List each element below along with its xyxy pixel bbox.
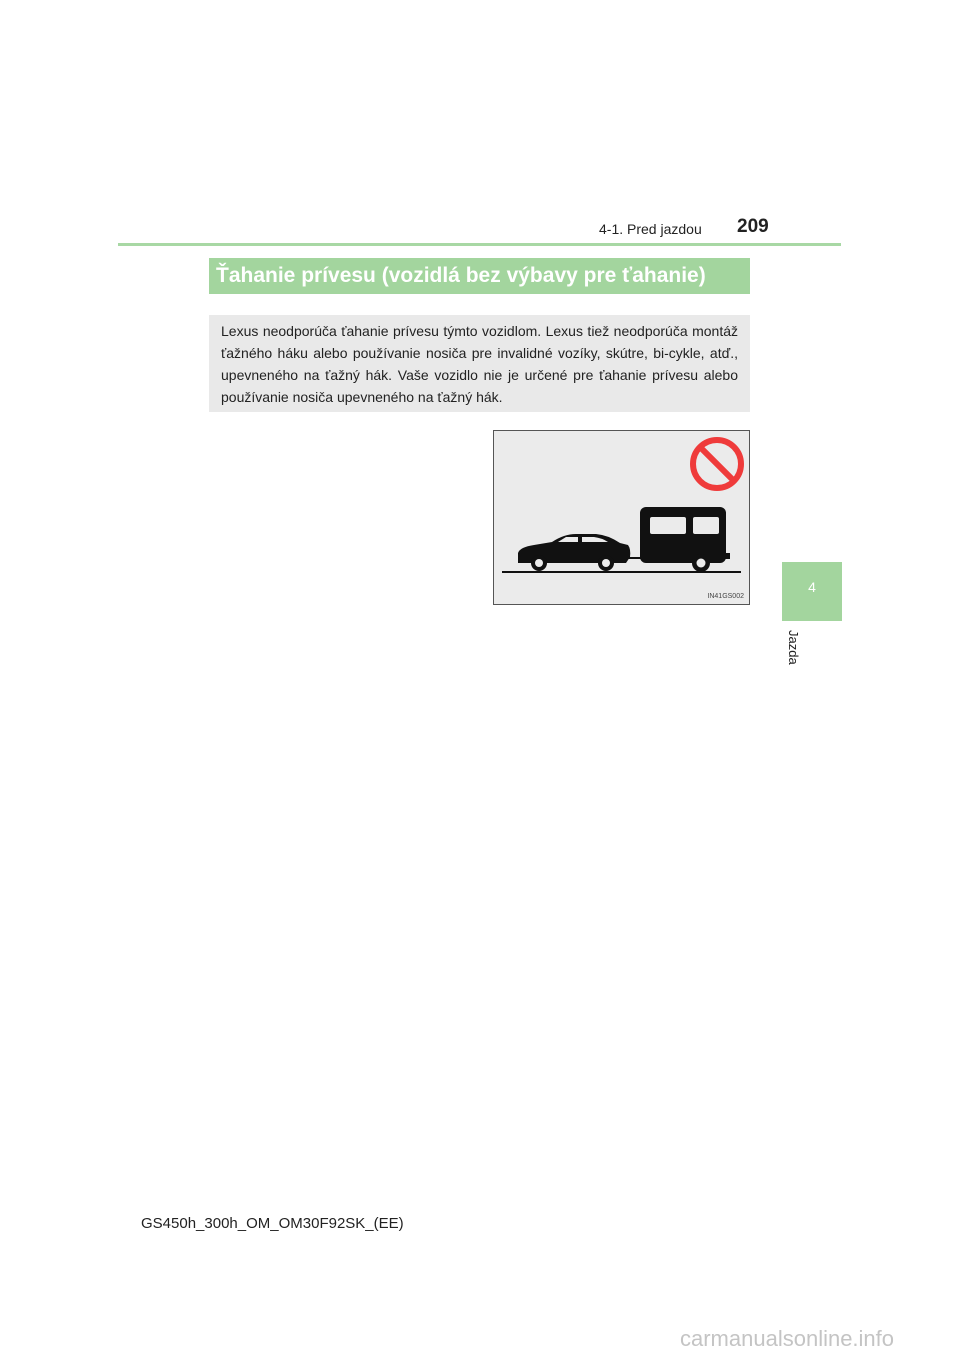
document-footer: GS450h_300h_OM_OM30F92SK_(EE) xyxy=(141,1215,404,1232)
chapter-tab[interactable] xyxy=(782,562,842,621)
no-entry-icon xyxy=(693,440,741,488)
trailer-icon xyxy=(640,507,730,572)
chapter-number: 4 xyxy=(808,579,816,595)
section-title: Ťahanie prívesu (vozidlá bez výbavy pre ťahanie) xyxy=(209,258,750,294)
watermark: carmanualsonline.info xyxy=(680,1326,895,1351)
towing-illustration xyxy=(493,430,750,605)
info-box: Lexus neodporúča ťahanie prívesu týmto vozidlom. Lexus tiež neodporúča montáž ťažného háku alebo používanie nosiča pre invalidné vozíky, skútre, bi-cykle, atď., upevneného na ťažný hák. Vaše vozidlo nie je určené pre ťahanie prívesu alebo používanie nosiča upevneného na ťažný hák. xyxy=(209,315,750,412)
header-rule xyxy=(118,243,841,246)
chapter-label: Jazda xyxy=(786,630,801,665)
car-icon xyxy=(518,534,630,571)
figure-code: IN41GS002 xyxy=(707,593,744,600)
section-label: 4-1. Pred jazdou xyxy=(599,221,702,237)
page-number: 209 xyxy=(737,216,769,237)
